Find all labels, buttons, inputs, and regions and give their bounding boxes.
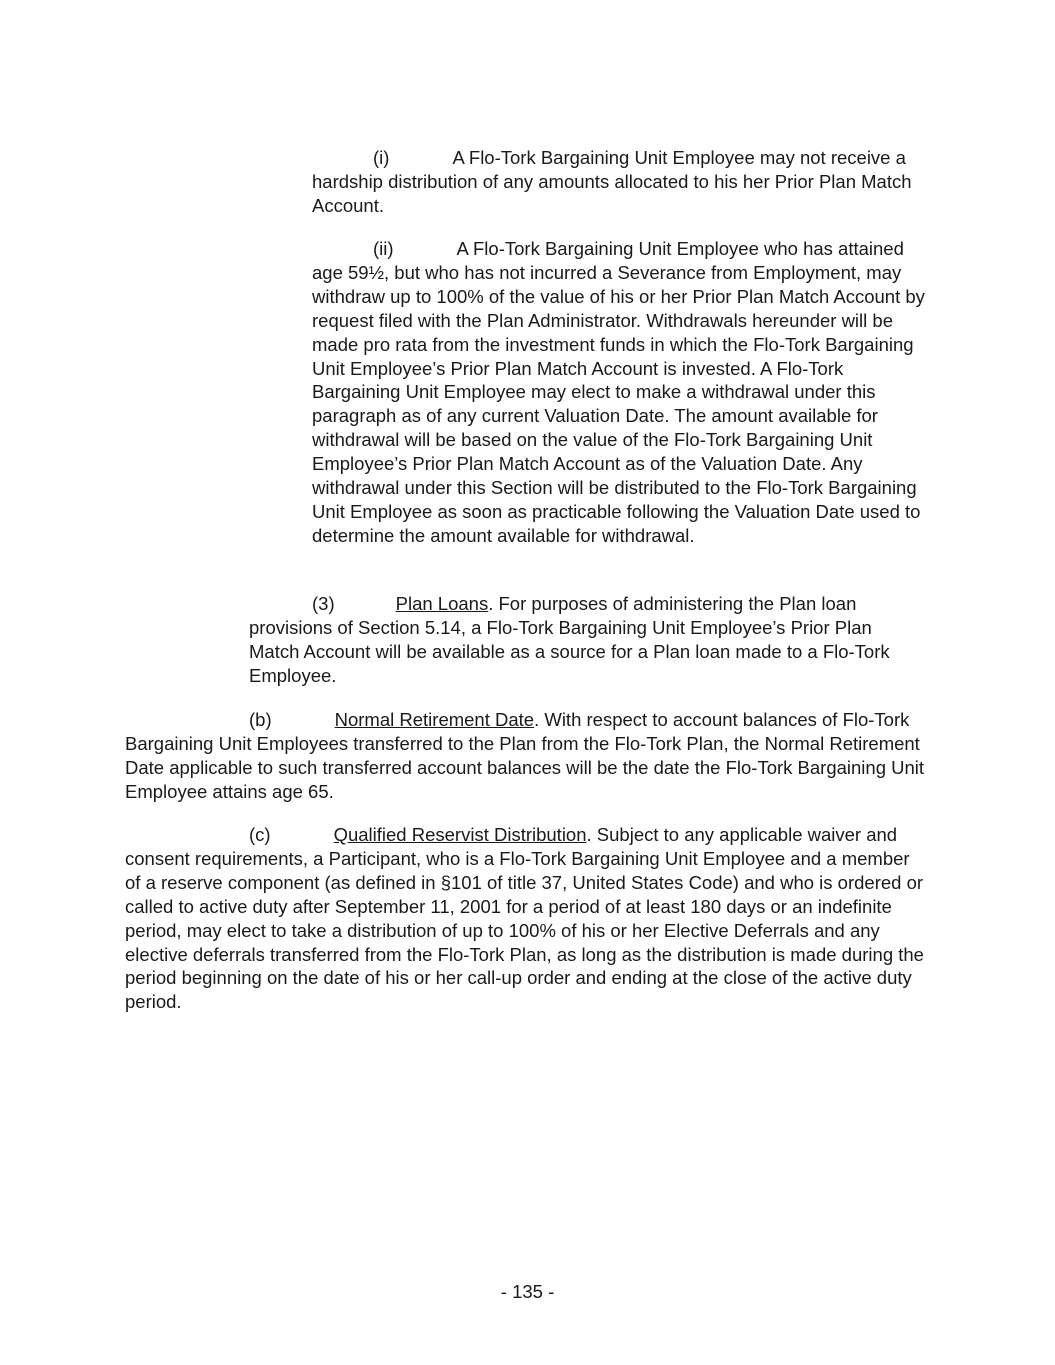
paragraph-text: . Subject to any applicable waiver and consent requirements, a Participant, who is a Flo-Tork Bargaining Unit Employee and a member of a reserve component (as defined in §101 of title 37, United States Code) and who is ordered or called to active duty after September 11, 2001 for a period of at least 180 days or an indefinite period, may elect to take a distribution of up to 100% of his or her Elective Deferrals and any elective deferrals transferred from the Flo-Tork Plan, as long as the distribution is made during the period beginning on the date of his or her call-up order and ending at the close of the active duty period.: [125, 824, 924, 1013]
paragraph-text: . For purposes of administering the Plan loan provisions of Section 5.14, a Flo-Tork Bargaining Unit Employee’s Prior Plan Match Account will be available as a source for a Plan loan made to a Flo-Tork Employee.: [249, 593, 890, 686]
paragraph-marker: (b): [249, 709, 272, 730]
paragraph-text: . With respect to account balances of Flo-Tork Bargaining Unit Employees transferred to the Plan from the Flo-Tork Plan, the Normal Retirement Date applicable to such transferred account balances will be the date the Flo-Tork Bargaining Unit Employee attains age 65.: [125, 709, 925, 802]
section-heading: Normal Retirement Date: [334, 709, 535, 730]
paragraph-marker: (i): [373, 147, 390, 168]
paragraph-marker: (ii): [373, 238, 394, 259]
paragraph-c-qualified-reservist-distribution: [125, 823, 925, 1014]
section-heading: Qualified Reservist Distribution: [333, 824, 587, 845]
paragraph-ii: [312, 237, 926, 548]
section-heading: Plan Loans: [395, 593, 489, 614]
paragraph-i: [312, 146, 922, 218]
paragraph-b-normal-retirement-date: [125, 708, 925, 804]
paragraph-marker: (3): [312, 593, 335, 614]
page-number: - 135 -: [500, 1281, 555, 1302]
paragraph-text: A Flo-Tork Bargaining Unit Employee who has attained age 59½, but who has not incurred a Severance from Employment, may withdraw up to 100% of the value of his or her Prior Plan Match Account by request filed with the Plan Administrator. Withdrawals hereunder will be made pro rata from the investment funds in which the Flo-Tork Bargaining Unit Employee’s Prior Plan Match Account is invested. A Flo-Tork Bargaining Unit Employee may elect to make a withdrawal under this paragraph as of any current Valuation Date. The amount available for withdrawal will be based on the value of the Flo-Tork Bargaining Unit Employee’s Prior Plan Match Account as of the Valuation Date. Any withdrawal under this Section will be distributed to the Flo-Tork Bargaining Unit Employee as soon as practicable following the Valuation Date used to determine the amount available for withdrawal.: [312, 238, 925, 546]
paragraph-3-plan-loans: [249, 592, 917, 688]
paragraph-marker: (c): [249, 824, 271, 845]
paragraph-text: A Flo-Tork Bargaining Unit Employee may not receive a hardship distribution of any amounts allocated to his her Prior Plan Match Account.: [312, 147, 912, 216]
